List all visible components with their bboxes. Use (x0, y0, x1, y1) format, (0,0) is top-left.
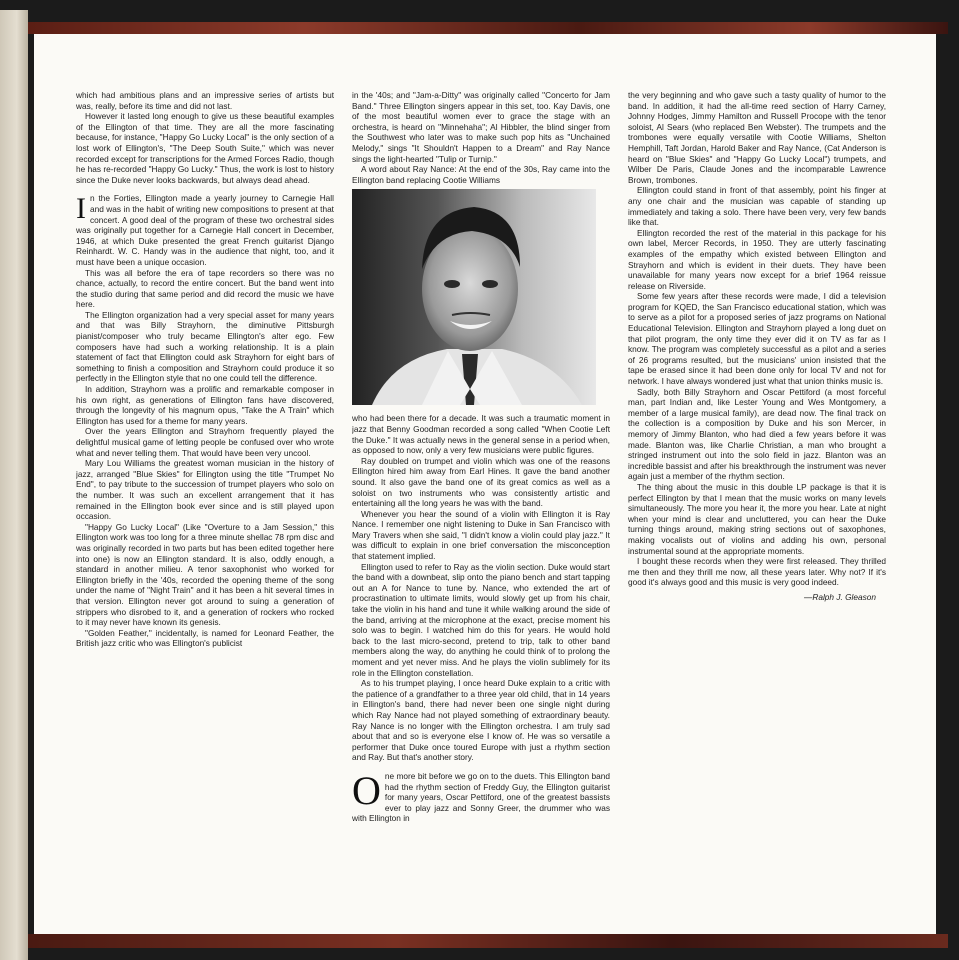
dropcap-paragraph (352, 771, 610, 824)
text-columns (76, 90, 906, 926)
paragraph: Whenever you hear the sound of a violin with Ellington it is Ray Nance. I remember one night listening to Duke in San Francisco with Mary Travers when she said, "I didn't know a violin could play jazz." It was difficult to explain in one brief conversation the misconception that statement implied. (352, 508, 610, 562)
paragraph: Ellington could stand in front of that assembly, point his finger at any one chair and the musician was capable of standing up immediately and taking a solo. There have been very, very few bands like that. (628, 185, 886, 228)
portrait-photo (352, 189, 596, 405)
paragraph: In addition, Strayhorn was a prolific and remarkable composer in his own right, as generations of Ellington fans have discovered, through the longevity of his magnum opus, "Take the A Train" which Ellington has used for a theme for many years. (76, 384, 334, 426)
paragraph: "Golden Feather," incidentally, is named for Leonard Feather, the British jazz critic who was Ellington's publicist (76, 627, 334, 649)
paragraph: Sadly, both Billy Strayhorn and Oscar Pettiford (a most forceful man, part Indian and, like Lester Young and Wes Montgomery, a member of a large musical family), are dead now. The final track on the collection is a composition by Duke and his son Mercer, in memory of Jimmy Blanton, who had died a few years before it was made. Blanton was, like Charlie Christian, a man who brought a stringed instrument out into the solo field in jazz. Blanton was an incredible bassist and after his breakthrough the instrument was never again just a member of the rhythm section. (628, 386, 886, 482)
paragraph: in the '40s; and "Jam-a-Ditty" was originally called "Concerto for Jam Band." Three Ellington singers appear in this set, too. Kay Davis, one of the most beautiful women ever to grace the stage with an orchestra, is heard on "Minnehaha"; Al Hibbler, the blind singer from the Southwest who later was to make such pop hits as "Unchained Melody," sings "It Shouldn't Happen to a Dream" and Ray Nance sings the light-hearted "Tulip or Turnip." (352, 90, 610, 164)
column-3 (628, 90, 886, 926)
paragraph: This was all before the era of tape recorders so there was no chance, actually, to record the entire concert. But the band went into the studio during that same period and did record the music we have here. (76, 267, 334, 310)
paragraph: the very beginning and who gave such a tasty quality of humor to the band. In addition, it had the all-time reed section of Harry Carney, Johnny Hodges, Jimmy Hamilton and Russell Procope with the tenor soloist, Al Sears (who replaced Ben Webster). The trumpets and the trombones were equally versatile with Cootie Williams, Shelton Hemphill, Taft Jordan, Harold Baker and Ray Nance, (Cat Anderson is heard on "Blue Skies" and "Happy Go Lucky Local") trumpets, and Wilber De Paris, Claude Jones and the incomparable Lawrence Brown, trombones. (628, 90, 886, 185)
column-1 (76, 90, 334, 926)
paragraph: "Happy Go Lucky Local" (Like "Overture to a Jam Session," this Ellington work was too long for a three minute shellac 78 rpm disc and was originally recorded in two parts but has been edited together here into one) is now an Ellington standard. It is also, oddly enough, a standard in another milieu. A tenor saxophonist who worked for Ellington briefly in the '40s, recorded the opening theme of the song under the name of "Night Train" and it has been a hit several times in that version. Ellington never got around to suing a generation of strippers who disrobed to it, and a generation of rockers who rocked to it may never have known its genesis. (76, 521, 334, 628)
paragraph: Mary Lou Williams the greatest woman musician in the history of jazz, arranged "Blue Skies" for Ellington using the title "Trumpet No End", to pay tribute to the succession of trumpet players who solo on the number. It was such an excellent arrangement that it has remained in the Ellington book ever since and is still played upon occasion. (76, 458, 334, 522)
paragraph: Some few years after these records were made, I did a television program for KQED, the San Francisco educational station, which was to serve as a pilot for a proposed series of jazz programs on National Educational Television. Ellington and Strayhorn played a long duet on that pilot program, the only time they ever did it on TV as far as I know. The program was completely successful as a pilot and a series of 26 programs resulted, but the musicians' union insisted that the tape be erased since it had been done only for local TV and not for network. I have always wondered just what that union thinks music is. (628, 291, 886, 387)
paragraph: Ellington recorded the rest of the material in this package for his own label, Mercer Records, in 1950. They are utterly fascinating examples of the empathy which existed between Ellington and Strayhorn and which is evident in their duets. They have been unavailable for many years now except for a brief 1964 reissue release on Riverside. (628, 227, 886, 291)
paragraph: Ray doubled on trumpet and violin which was one of the reasons Ellington hired him away from Earl Hines. It gave the band another sound. It also gave the band one of its great comics as well as a soloist on two instruments who was consistently artistic and entertaining all the long years he was with the band. (352, 455, 610, 509)
liner-notes-page (34, 34, 936, 934)
album-spine (0, 10, 28, 960)
paragraph: Over the years Ellington and Strayhorn frequently played the delightful musical game of letting people be confused over who wrote what and never telling them. That would have been very uncool. (76, 426, 334, 458)
paragraph: I bought these records when they were first released. They thrilled me then and they thrill me now, all these years later. Why not? If it's good it's always good and this music is very good indeed. (628, 556, 886, 588)
drop-cap: O (352, 770, 381, 813)
paragraph: The thing about the music in this double LP package is that it is perfect Ellington by that I mean that the music works on many levels simultaneously. The more you hear it, the more you hear. Late at night when your mind is clear and uncluttered, you can hear the Duke turning things around, making string sections out of saxophones, making vocalists out of violins and adding his own, personal instrumental sound at the appropriate moments. (628, 481, 886, 556)
paragraph: which had ambitious plans and an impressive series of artists but was, really, before its time and did not last. (76, 90, 334, 111)
author-signature: —Ralph J. Gleason (804, 591, 876, 602)
drop-cap: I (76, 193, 86, 226)
column-2 (352, 90, 610, 926)
bottom-border-band (28, 934, 948, 948)
paragraph: The Ellington organization had a very special asset for many years and that was Billy Strayhorn, the diminutive Pittsburgh pianist/composer who truly became Ellington's alter ego. Few composers have had such a working relationship. It is a plain statement of fact that Ellington could ask Strayhorn for eight bars of something to finish a composition and Strayhorn could produce it so perfectly in the Ellington style that no one could tell the difference. (76, 309, 334, 384)
paragraph: Ellington used to refer to Ray as the violin section. Duke would start the band with a downbeat, slip onto the piano bench and start tapping out an A for Nance to tune by. Nance, who extended the art of procrastination to ultimate limits, would slowly get up from his chair, take the violin in his hand and tune it while walking around the side of the band, arriving at the microphone at the exact, precise moment his solo was to begin. I watched him do this for years. He would hold back to the last micro-second, pretend to trip, talk to other band members along the way, do anything he could think of to prolong the moment and yet never miss. And he plays the violin sublimely for its role in the Ellington constellation. (352, 561, 610, 678)
paragraph: ne more bit before we go on to the duets. This Ellington band had the rhythm section of Freddy Guy, the Ellington guitarist for many years, Oscar Pettiford, one of the greatest bassists ever to play jazz and Sonny Greer, the drummer who was with Ellington in (352, 770, 610, 824)
paragraph: As to his trumpet playing, I once heard Duke explain to a critic with the patience of a grandfather to a three year old child, that in 14 years in Ellington's band, there had never been one single night during which Ray Nance had not played something of extraordinary beauty. Ray Nance is no longer with the Ellington orchestra. I am truly sad about that and so is everyone else I know of. He was so versatile a performer that Duke once toured Europe with just a rhythm section and Ray. But that's another story. (352, 678, 610, 763)
paragraph: However it lasted long enough to give us these beautiful examples of the Ellington of that time. They are all the more fascinating because, for instance, "Happy Go Lucky Local" is the only section of a lost work of Ellington's, "The Deep South Suite," which was never recorded except for transcriptions for the Armed Forces Radio, though he has re-recorded "Happy Go Lucky." Thus, the work is lost to history since the Duke never looks backwards, but always dead ahead. (76, 111, 334, 185)
paragraph: A word about Ray Nance: At the end of the 30s, Ray came into the Ellington band replacing Cootie Williams (352, 164, 610, 185)
dropcap-paragraph (76, 193, 334, 267)
paragraph: who had been there for a decade. It was such a traumatic moment in jazz that Benny Goodman recorded a song called "When Cootie Left the Duke." It was actually news in the general sense in a period when, as opposed to now, only a very few musicians were public figures. (352, 413, 610, 456)
top-border-band (28, 22, 948, 34)
paragraph: n the Forties, Ellington made a yearly journey to Carnegie Hall and was in the habit of writing new compositions to present at that concert. A good deal of the program of these two orchestral sides was originally put together for a Carnegie Hall concert in December, 1946, at which Duke presented the great French guitarist Django Reinhardt. W. C. Handy was in the audience that night, too, and it must have been a unique occasion. (76, 193, 334, 267)
section-gap (76, 185, 334, 193)
section-gap (352, 763, 610, 771)
